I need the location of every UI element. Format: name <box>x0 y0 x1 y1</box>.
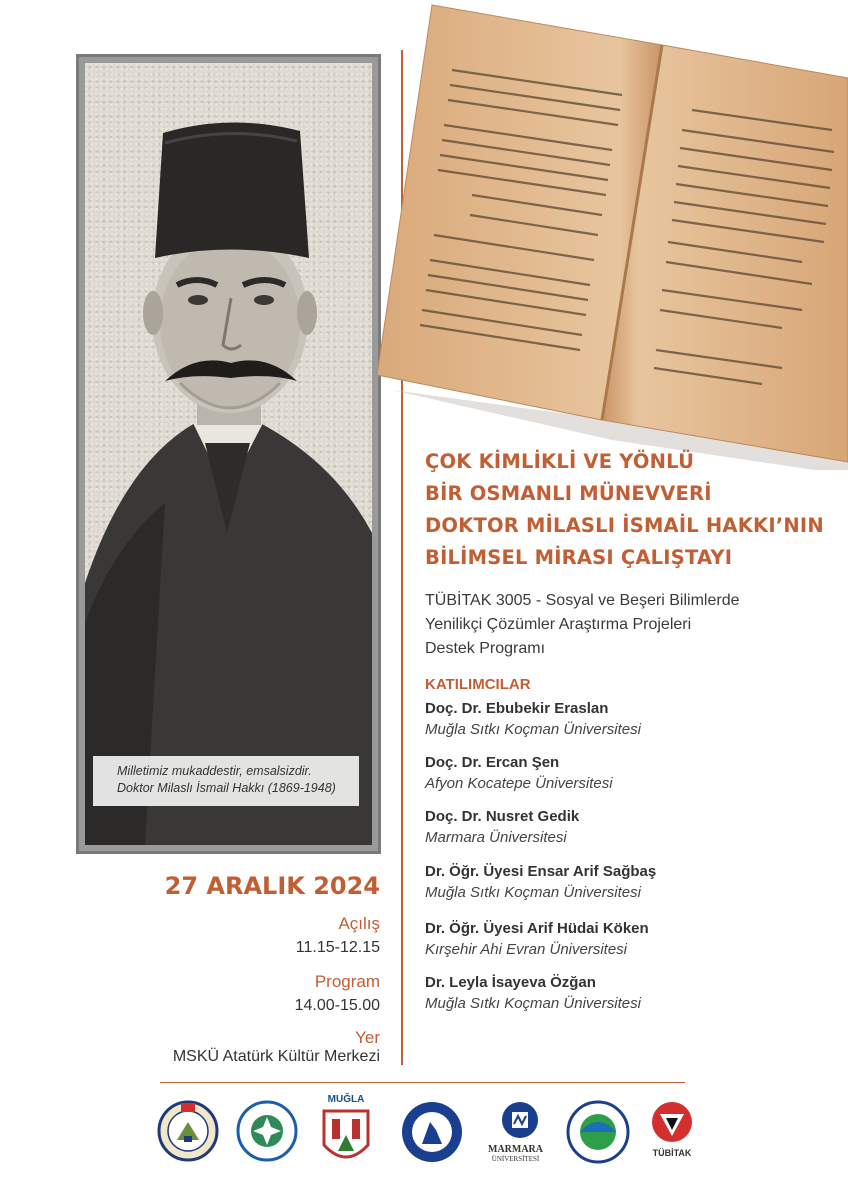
participant-name: Doç. Dr. Ercan Şen <box>425 754 560 771</box>
opening-label: Açılış <box>338 914 380 933</box>
horizontal-divider <box>160 1082 685 1083</box>
participant-university: Marmara Üniversitesi <box>425 829 567 846</box>
participant-name: Doç. Dr. Nusret Gedik <box>425 808 580 825</box>
opening-time: 11.15-12.15 <box>295 939 380 956</box>
tubitak-text: TÜBİTAK <box>652 1148 692 1158</box>
program-line-2: Yenilikçi Çözümler Araştırma Projeleri <box>425 616 692 633</box>
participant-university: Muğla Sıtkı Koçman Üniversitesi <box>425 995 641 1012</box>
marmara-text: MARMARA <box>488 1144 543 1155</box>
tubitak-logo <box>650 1100 694 1158</box>
participant-name: Dr. Öğr. Üyesi Ensar Arif Sağbaş <box>425 863 657 880</box>
participant-name: Dr. Leyla İsayeva Özğan <box>425 974 596 991</box>
participants-heading: KATILIMCILAR <box>425 676 531 693</box>
program-description <box>425 589 835 661</box>
mugla-sitki-kocman-logo <box>318 1094 374 1173</box>
marmara-subtext: ÜNİVERSİTESİ <box>491 1155 540 1163</box>
participant-item <box>425 806 835 848</box>
title-line-2: BİR OSMANLI MÜNEVVERİ <box>425 482 712 505</box>
open-book-image <box>362 0 848 470</box>
mugla-logo-text: MUĞLA <box>327 1094 365 1105</box>
participant-name: Dr. Öğr. Üyesi Arif Hüdai Köken <box>425 920 649 937</box>
mugla-municipality-logo <box>236 1100 298 1166</box>
mugla-governorship-logo <box>157 1100 219 1166</box>
portrait-caption <box>93 756 359 806</box>
title-line-3: DOKTOR MİLASLI İSMAİL HAKKI’NIN <box>425 514 824 537</box>
portrait-illustration <box>85 63 372 845</box>
workshop-title <box>425 446 835 574</box>
caption-line-2: Doktor Milaslı İsmail Hakkı (1869-1948) <box>117 781 336 795</box>
portrait-photo <box>85 63 372 845</box>
participant-item <box>425 698 835 740</box>
caption-line-1: Milletimiz mukaddestir, emsalsizdir. <box>117 764 312 778</box>
venue-label: Yer <box>355 1028 380 1047</box>
participant-item <box>425 752 835 794</box>
program-label: Program <box>314 972 380 991</box>
program-line-1: TÜBİTAK 3005 - Sosyal ve Beşeri Bilimlerde <box>425 592 740 609</box>
participant-item <box>425 861 835 903</box>
afyon-kocatepe-logo <box>400 1100 464 1168</box>
title-line-1: ÇOK KİMLİKLİ VE YÖNLÜ <box>425 450 695 473</box>
marmara-university-logo <box>488 1100 543 1163</box>
participant-university: Afyon Kocatepe Üniversitesi <box>425 775 613 792</box>
program-line-3: Destek Programı <box>425 640 546 657</box>
event-date: 27 ARALIK 2024 <box>164 872 380 900</box>
participant-university: Muğla Sıtkı Koçman Üniversitesi <box>425 721 641 738</box>
program-time: 14.00-15.00 <box>294 997 380 1014</box>
participant-item <box>425 918 835 960</box>
portrait-frame <box>76 54 381 854</box>
participant-university: Muğla Sıtkı Koçman Üniversitesi <box>425 884 641 901</box>
title-line-4: BİLİMSEL MİRASI ÇALIŞTAYI <box>425 546 733 569</box>
participant-university: Kırşehir Ahi Evran Üniversitesi <box>425 941 628 958</box>
ahi-evran-university-logo <box>566 1100 630 1168</box>
participant-name: Doç. Dr. Ebubekir Eraslan <box>425 700 609 717</box>
venue-name: MSKÜ Atatürk Kültür Merkezi <box>172 1048 380 1065</box>
participant-item <box>425 972 835 1014</box>
